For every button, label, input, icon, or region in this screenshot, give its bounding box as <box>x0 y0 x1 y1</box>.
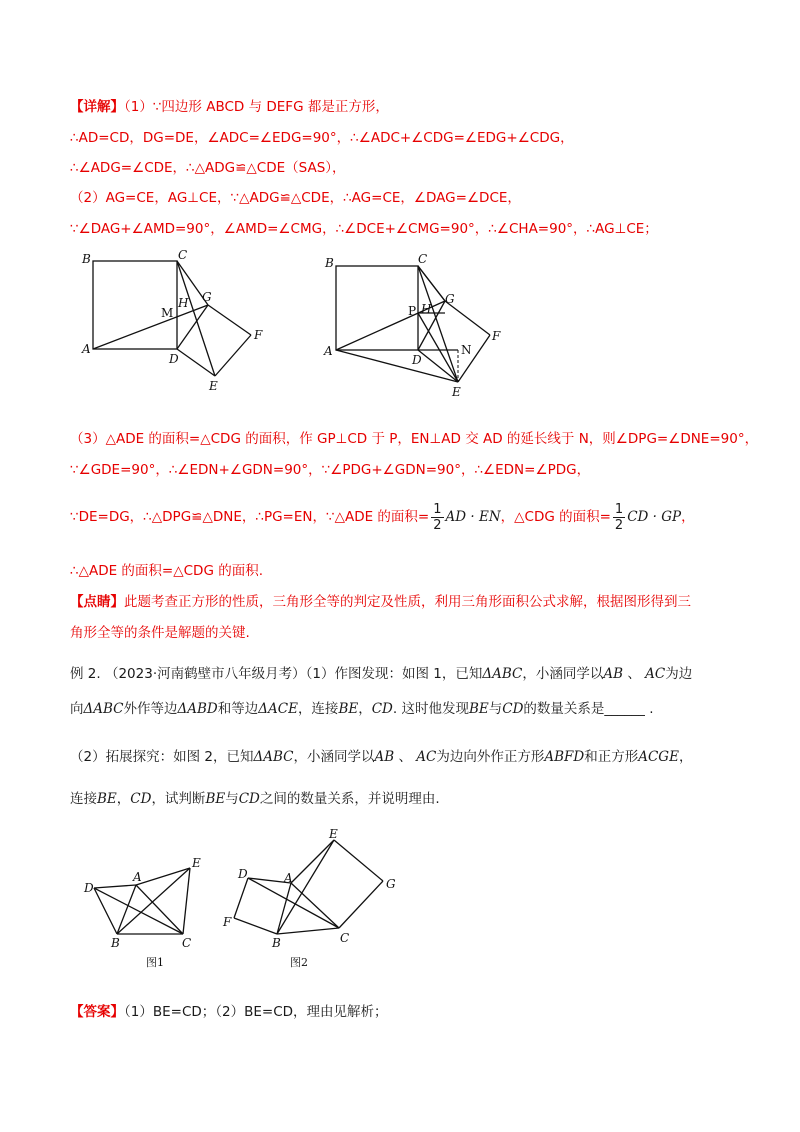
label-A: A <box>82 342 91 356</box>
detail-line-5: ∵∠DAG+∠AMD=90°，∠AMD=∠CMG，∴∠DCE+∠CMG=90°，∴∠CHA=90°，∴AG⊥CE； <box>70 221 658 237</box>
ex2-l3-a: （2）拓展探究：如图 2，已知 <box>70 749 254 765</box>
example2-line-2 <box>70 700 654 718</box>
label-D-2: D <box>412 353 422 367</box>
tri-abc-3: ΔABC <box>253 749 294 765</box>
ex2-l1-suffix: 为边 <box>665 666 693 682</box>
fig2-label-C: C <box>340 931 350 945</box>
label-C: C <box>178 248 188 262</box>
ex2-l2-end: . <box>649 701 654 717</box>
sq-acge: ACGE <box>638 749 679 765</box>
fig2-label-B: B <box>272 936 281 950</box>
ex2-l3-e: ， <box>678 749 693 765</box>
comma: ， <box>358 701 372 717</box>
label-B-2: B <box>325 256 334 270</box>
fig1-label-A: A <box>133 870 142 884</box>
fraction-half-1 <box>431 502 443 533</box>
ex2-l2-f: 与 <box>488 701 503 717</box>
figure-1-caption: 图1 <box>146 956 164 969</box>
seg-ab: AB <box>603 666 624 682</box>
fig1-label-B: B <box>111 936 120 950</box>
example2-line-4 <box>70 790 440 808</box>
detail-line-1 <box>70 98 389 116</box>
sep-2: 、 <box>398 749 412 765</box>
fraction-half-2 <box>613 502 625 533</box>
frac-den-1: 2 <box>433 517 442 533</box>
fig2-label-E: E <box>329 827 338 841</box>
seg-ab-2: AB <box>374 749 395 765</box>
label-M: M <box>161 306 174 320</box>
seg-cd-4: CD <box>238 791 260 807</box>
detail-line-9: ∴△ADE 的面积=△CDG 的面积. <box>70 563 263 579</box>
detail-tag: 【详解】 <box>70 99 124 115</box>
ex2-l1-prefix: 例 2. （2023·河南鹤壁市八年级月考）（1）作图发现：如图 1，已知 <box>70 666 483 682</box>
fig1-label-E: E <box>192 856 201 870</box>
tri-abc: ΔABC <box>482 666 523 682</box>
expr-cd-gp: CD · GP <box>627 509 682 525</box>
figure-1 <box>80 850 220 975</box>
label-F-2: F <box>492 329 501 343</box>
tri-abc-2: ΔABC <box>83 701 124 717</box>
label-G: G <box>202 290 212 304</box>
point-tag: 【点睛】 <box>70 594 124 610</box>
sep: 、 <box>627 666 641 682</box>
detail-text-8a: ∵DE=DG，∴△DPG≌△DNE，∴PG=EN，∵△ADE 的面积= <box>70 509 430 525</box>
seg-cd: CD <box>371 701 393 717</box>
seg-be-2: BE <box>468 701 489 717</box>
sq-abfd: ABFD <box>544 749 585 765</box>
expr-ad-en: AD · EN <box>445 509 501 525</box>
detail-text-1: （1）∵四边形 ABCD 与 DEFG 都是正方形， <box>124 99 389 115</box>
label-E-2: E <box>452 385 461 399</box>
label-G-2: G <box>445 292 455 306</box>
label-E: E <box>209 379 218 393</box>
answer-tag: 【答案】 <box>70 1004 124 1020</box>
ex2-l2-g: 的数量关系是 <box>523 701 605 717</box>
ex2-l2-a: 向 <box>70 701 84 717</box>
fig1-label-D: D <box>84 881 94 895</box>
frac-num-2: 1 <box>614 501 624 517</box>
point-line-2: 角形全等的条件是解题的关键. <box>70 625 250 641</box>
label-A-2: A <box>324 344 333 358</box>
ex2-l2-c: 和等边 <box>217 701 259 717</box>
square-figure-right <box>318 245 518 400</box>
detail-line-6: （3）△ADE 的面积=△CDG 的面积，作 GP⊥CD 于 P，EN⊥AD 交 AD 的延长线于 N，则∠DPG=∠DNE=90°， <box>70 431 759 447</box>
comma-2: ， <box>116 791 131 807</box>
seg-cd-3: CD <box>130 791 152 807</box>
point-text-1: 此题考查正方形的性质，三角形全等的判定及性质，利用三角形面积公式求解，根据图形得到三 <box>124 594 691 610</box>
example2-line-3 <box>70 748 692 766</box>
tri-abd: ΔABD <box>177 701 218 717</box>
ex2-l4-d: 之间的数量关系，并说明理由. <box>259 791 440 807</box>
answer-text: （1）BE=CD；（2）BE=CD，理由见解析； <box>124 1004 388 1020</box>
fig2-label-G: G <box>386 877 396 891</box>
tri-ace: ΔACE <box>258 701 298 717</box>
ex2-l4-a: 连接 <box>70 791 97 807</box>
detail-line-7: ∵∠GDE=90°，∴∠EDN+∠GDN=90°，∵∠PDG+∠GDN=90°，∴∠EDN=∠PDG， <box>70 462 591 478</box>
ex2-l3-c: 为边向外作正方形 <box>436 749 545 765</box>
ex2-l3-b: ，小涵同学以 <box>293 749 375 765</box>
label-P: P <box>408 304 417 318</box>
answer-blank: ______ <box>604 701 645 717</box>
seg-be-4: BE <box>205 791 226 807</box>
square-figure-left <box>75 245 275 395</box>
ex2-l4-b: ，试判断 <box>151 791 206 807</box>
label-H: H <box>178 296 189 310</box>
detail-line-8 <box>70 500 695 534</box>
ex2-l4-c: 与 <box>225 791 239 807</box>
fig2-label-F: F <box>223 915 232 929</box>
answer-line <box>70 1003 388 1021</box>
seg-be-3: BE <box>97 791 117 807</box>
fig1-label-C: C <box>182 936 192 950</box>
seg-ac-2: AC <box>416 749 437 765</box>
seg-cd-2: CD <box>502 701 524 717</box>
seg-be: BE <box>338 701 359 717</box>
label-H-2: H <box>421 302 432 316</box>
label-B: B <box>82 252 91 266</box>
label-N: N <box>461 343 472 357</box>
ex2-l2-e: . 这时他发现 <box>392 701 469 717</box>
label-F: F <box>254 328 263 342</box>
ex2-l2-b: 外作等边 <box>123 701 178 717</box>
label-D: D <box>169 352 179 366</box>
detail-text-8b: ，△CDG 的面积= <box>500 509 611 525</box>
figure-2-caption: 图2 <box>290 956 308 969</box>
ex2-l1-mid: ，小涵同学以 <box>522 666 604 682</box>
ex2-l3-d: 和正方形 <box>584 749 639 765</box>
ex2-l2-d: ，连接 <box>297 701 339 717</box>
figure-2 <box>218 826 408 976</box>
example2-line-1 <box>70 665 692 683</box>
seg-ac: AC <box>645 666 666 682</box>
label-C-2: C <box>418 252 428 266</box>
detail-line-4: （2）AG=CE，AG⊥CE，∵△ADG≌△CDE，∴AG=CE，∠DAG=∠DCE， <box>70 190 521 206</box>
point-line-1 <box>70 593 691 611</box>
fig2-label-D: D <box>238 867 248 881</box>
detail-text-8c: ， <box>681 509 695 525</box>
detail-line-2: ∴AD=CD，DG=DE，∠ADC=∠EDG=90°，∴∠ADC+∠CDG=∠EDG+∠CDG， <box>70 130 574 146</box>
frac-den-2: 2 <box>614 517 624 533</box>
frac-num-1: 1 <box>433 501 442 517</box>
detail-line-3: ∴∠ADG=∠CDE，∴△ADG≌△CDE（SAS）， <box>70 160 346 176</box>
fig2-label-A: A <box>284 871 293 885</box>
